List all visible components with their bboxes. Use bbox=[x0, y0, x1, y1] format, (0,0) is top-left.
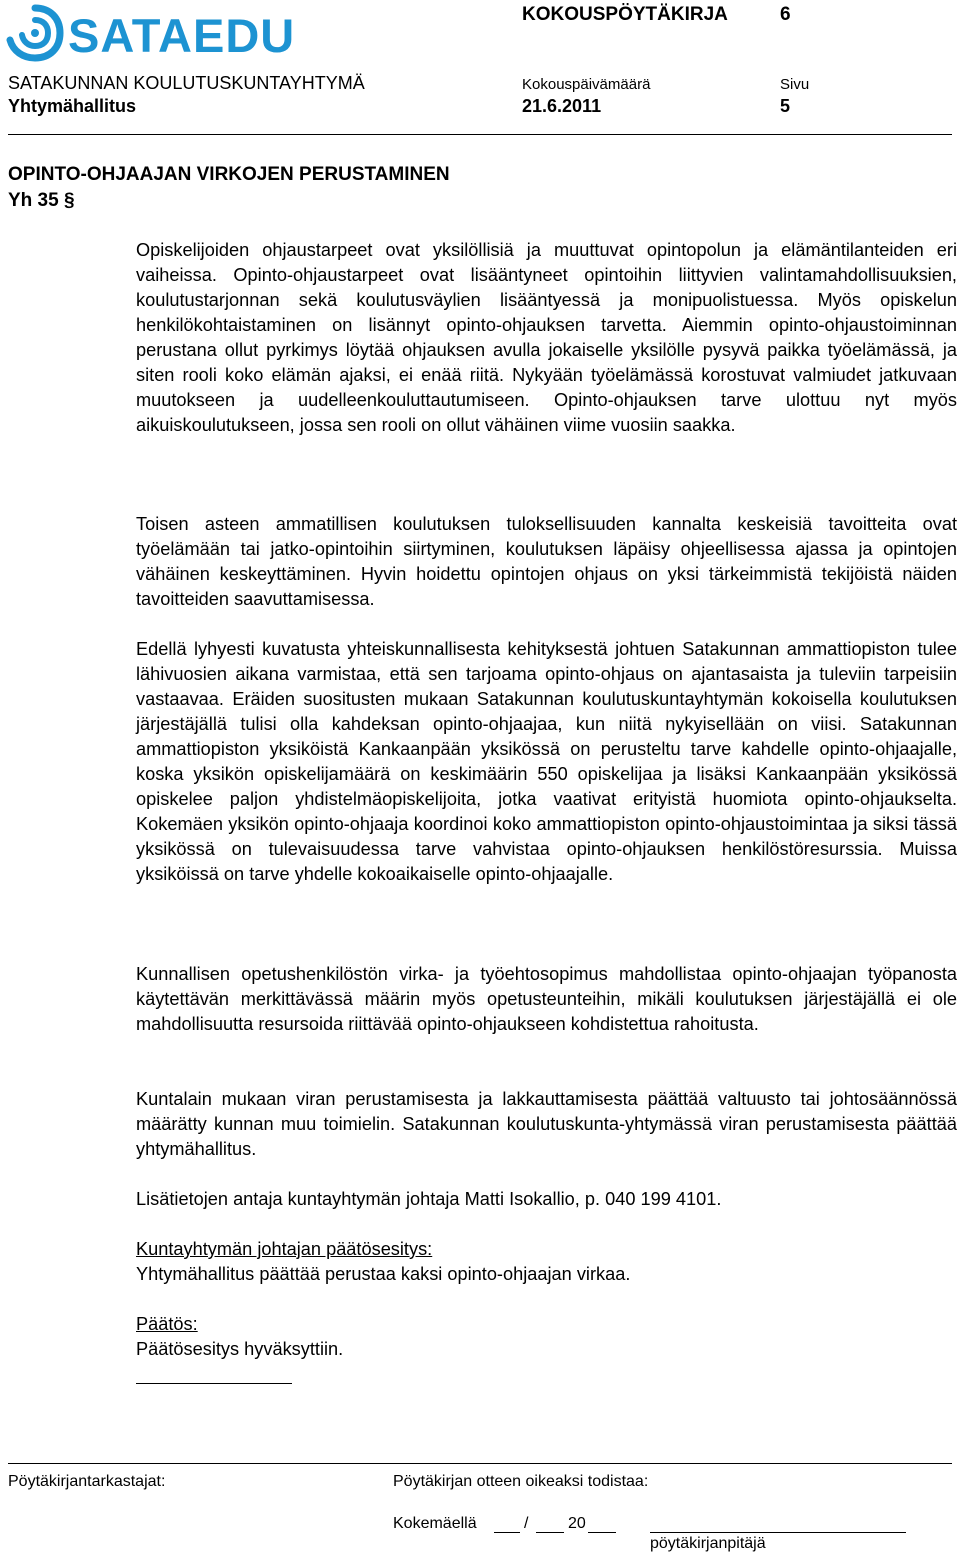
section-title: OPINTO-OHJAAJAN VIRKOJEN PERUSTAMINEN bbox=[8, 164, 450, 185]
keeper-label: pöytäkirjanpitäjä bbox=[650, 1535, 766, 1552]
paragraph-6 bbox=[136, 1187, 957, 1212]
paragraph-5 bbox=[136, 1087, 957, 1162]
proposal-text: Yhtymähallitus päättää perustaa kaksi opinto-ohjaajan virkaa. bbox=[136, 1264, 631, 1284]
header-divider bbox=[8, 134, 952, 135]
document-number: 6 bbox=[780, 4, 791, 25]
meeting-date-label: Kokouspäivämäärä bbox=[522, 76, 651, 93]
footer-divider bbox=[8, 1463, 952, 1464]
body-name: Yhtymähallitus bbox=[8, 96, 137, 116]
reviewers-label: Pöytäkirjantarkastajat: bbox=[8, 1473, 166, 1490]
decision-text: Päätösesitys hyväksyttiin. bbox=[136, 1339, 344, 1359]
paragraph-4 bbox=[136, 962, 957, 1037]
sataedu-logo-icon bbox=[6, 4, 64, 64]
meeting-date: 21.6.2011 bbox=[522, 96, 602, 116]
date-separator: / bbox=[524, 1515, 529, 1532]
proposal-block bbox=[136, 1237, 957, 1287]
proposal-label: Kuntayhtymän johtajan päätösesitys: bbox=[136, 1239, 433, 1259]
page-label: Sivu bbox=[780, 76, 810, 93]
year-prefix: 20 bbox=[568, 1515, 586, 1532]
decision-label: Päätös: bbox=[136, 1314, 198, 1334]
end-rule bbox=[136, 1383, 292, 1384]
paragraph-text: Kunnallisen opetushenkilöstön virka- ja työehtosopimus mahdollistaa opinto-ohjaajan työpanosta käytettävän merkittävässä määrin myös opetusteunteihin, mikäli koulutuksen järjestäjällä ei ole mahdollisuutta resursoida riittävää opinto-ohjaukseen kohdistettua rahoitusta. bbox=[136, 964, 957, 1034]
certification-label: Pöytäkirjan otteen oikeaksi todistaa: bbox=[393, 1473, 649, 1490]
document-type: KOKOUSPÖYTÄKIRJA bbox=[522, 4, 728, 25]
sataedu-logo bbox=[6, 4, 296, 64]
month-blank bbox=[536, 1532, 564, 1533]
signature-line bbox=[650, 1532, 906, 1533]
logo-wordmark: SATAEDU bbox=[68, 9, 296, 62]
paragraph-text: Edellä lyhyesti kuvatusta yhteiskunnallisesta kehityksestä johtuen Satakunnan ammattiopiston tulee lähivuosien aikana varmistaa, että sen tarjoama opinto-ohjaus on ajantasaista ja tuleviin tarpeisiin vastaavaa. Eräiden suositusten mukaan Satakunnan koulutuskuntayhtymän kokoisella koulutuksen järjestäjällä tulisi olla kahdeksan opinto-ohjaajaa, kun niitä nykyisellään on viisi. Satakunnan ammattiopiston yksiköistä Kankaanpään yksikössä on perusteltu tarve kahdelle opinto-ohjaajalle, koska yksikön opiskelijamäärä on keskimäärin 550 opiskelijaa ja lisäksi Kankaanpään yksikössä opiskelee paljon yhdistelmäopiskelijoita, jotka vaativat erityistä huomiota opinto-ohjaukselta. Kokemäen yksikön opinto-ohjaaja koordinoi koko ammattiopiston opinto-ohjaustoimintaa ja siksi tässä yksikössä on tulevaisuudessa tarve vahvistaa opinto-ohjauksen henkilöstöresurssia. Muissa yksiköissä on tarve yhdelle kokoaikaiselle opinto-ohjaajalle. bbox=[136, 639, 957, 884]
decision-block bbox=[136, 1312, 957, 1362]
paragraph-3 bbox=[136, 637, 957, 887]
paragraph-2 bbox=[136, 512, 957, 612]
paragraph-text: Lisätietojen antaja kuntayhtymän johtaja Matti Isokallio, p. 040 199 4101. bbox=[136, 1189, 722, 1209]
year-blank bbox=[588, 1532, 616, 1533]
paragraph-1 bbox=[136, 238, 957, 438]
page-number: 5 bbox=[780, 96, 791, 116]
paragraph-text: Kuntalain mukaan viran perustamisesta ja lakkauttamisesta päättää valtuusto tai johtosäännössä määrätty kunnan muu toimielin. Satakunnan koulutuskunta-yhtymässä viran perustamisesta päättää yhtymähallitus. bbox=[136, 1089, 957, 1159]
place-date: Kokemäellä bbox=[393, 1515, 477, 1532]
day-blank bbox=[494, 1532, 520, 1533]
organization-name: SATAKUNNAN KOULUTUSKUNTAYHTYMÄ bbox=[8, 73, 365, 93]
paragraph-text: Toisen asteen ammatillisen koulutuksen tuloksellisuuden kannalta keskeisiä tavoitteita ovat työelämään tai jatko-opintoihin siirtyminen, koulutuksen läpäisy ohjeellisessa ajassa ja opintojen vähäinen keskeyttäminen. Hyvin hoidettu opintojen ohjaus on yksi tärkeimmistä tekijöistä näiden tavoitteiden saavuttamisessa. bbox=[136, 514, 957, 609]
paragraph-text: Opiskelijoiden ohjaustarpeet ovat yksilöllisiä ja muuttuvat opintopolun ja elämäntilanteiden eri vaiheissa. Opinto-ohjaustarpeet ovat lisääntyneet opintoihin liittyvien valintamahdollisuuksien, koulutustarjonnan sekä koulutusväylien lisääntyessä ja monipuolistuessa. Myös opiskelun henkilökohtaistaminen on lisännyt opinto-ohjauksen tarvetta. Aiemmin opinto-ohjaustoiminnan perustana ollut pyrkimys löytää ohjauksen avulla jokaiselle yksilölle pysyvä paikka työelämässä, ja siten rooli koko elämän ajaksi, ei enää riitä. Nykyään työelämässä korostuvat valmiudet jatkuvaan muutokseen ja uudelleenkouluttautumiseen. Opinto-ohjauksen tarve ulottuu nyt myös aikuiskoulutukseen, jossa sen rooli on ollut vähäinen viime vuosiin saakka. bbox=[136, 240, 957, 435]
section-number: Yh 35 § bbox=[8, 190, 75, 211]
